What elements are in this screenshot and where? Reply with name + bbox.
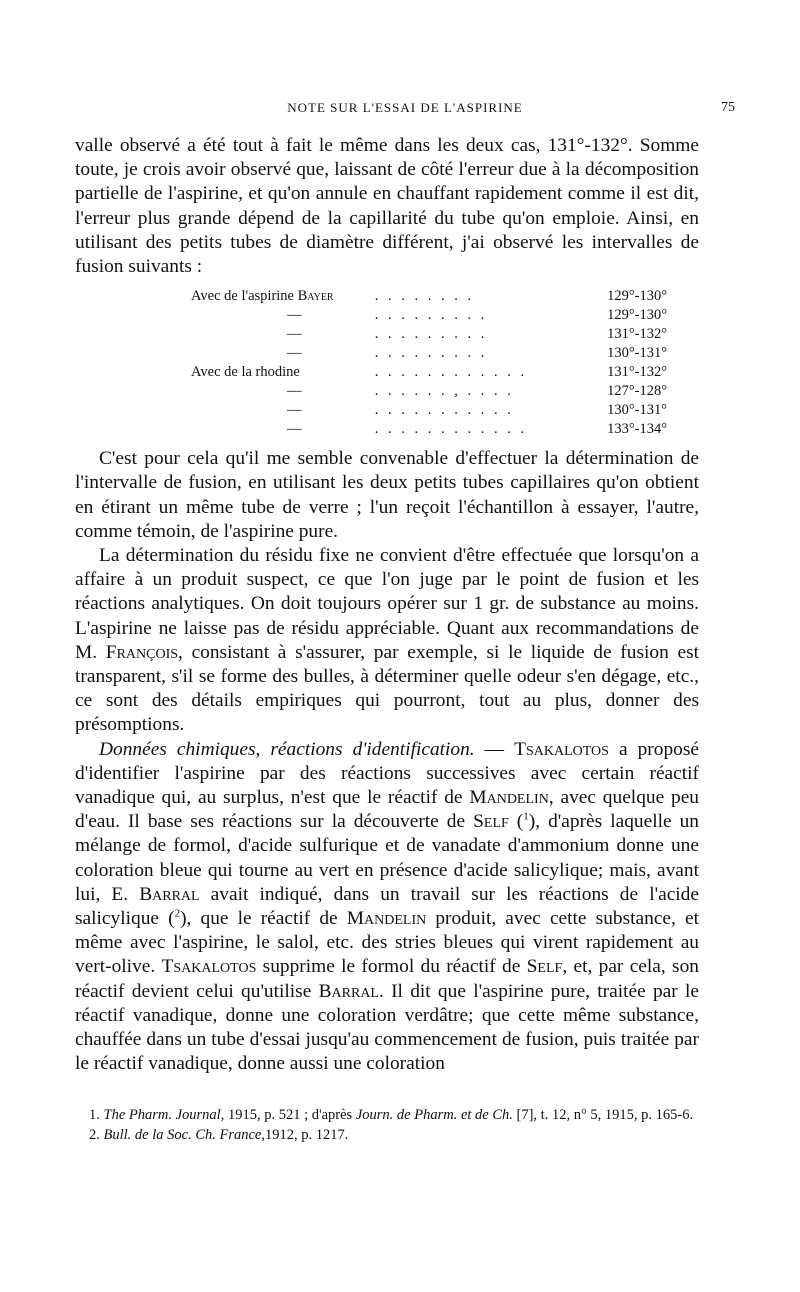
journal-title: The Pharm. Journal — [103, 1107, 221, 1123]
text-run: , avec quelque peu d'eau. Il base ses réactions sur la découverte de — [75, 787, 699, 833]
author-name: Mandelin — [469, 787, 549, 809]
author-name: François — [105, 641, 179, 663]
footnote-ref: 2 — [174, 907, 181, 920]
leader-dots: . . . . . . . . — [374, 288, 475, 305]
section-heading: Données chimiques, réactions d'identification. — [99, 738, 475, 760]
leader-dots: . . . . . . . . . — [374, 345, 488, 362]
page-number: 75 — [721, 100, 735, 115]
paragraph-chemical-data — [75, 738, 699, 1077]
paragraph-capillary-method — [75, 447, 699, 544]
melting-interval-value: 129°-130° — [607, 307, 667, 324]
footnotes — [75, 1105, 699, 1145]
text-run: La détermination du résidu fixe ne convient d'être effectuée que lorsqu'on a affaire à un produit suspect, ce que l'on juge par le point de fusion et les réactions analytiques. On doit toujours opérer sur 1 gr. de substance au moins. L'aspirine ne laisse pas de résidu appréciable. Quant aux recommandations de M. — [75, 545, 699, 663]
text-run: supprime le formol du réactif de — [256, 956, 527, 978]
melting-interval-value: 133°-134° — [607, 421, 667, 438]
brand-name: Bayer — [297, 288, 334, 305]
leader-dots: . . . . . . . . . — [374, 326, 488, 343]
text-run: . Il dit que l'aspirine pure, traitée par le réactif vanadique, donne une coloration verdâtre; que cette même substance, chauffée dans un tube d'essai jusqu'au commencement de fusion, puis traitée par le réactif vanadique, donne aussi une coloration — [75, 980, 699, 1075]
paragraph-fixed-residue — [75, 544, 699, 738]
text-run: produit, avec cette substance, et même avec l'aspirine, le salol, etc. des stries bleues qui virent rapidement au vert-olive. — [75, 908, 699, 978]
label-text: — — [287, 402, 302, 419]
melting-interval-value: 131°-132° — [607, 364, 667, 381]
leader-dots: . . . . . . , . . . . — [374, 383, 514, 400]
melting-interval-value: 130°-131° — [607, 345, 667, 362]
row-label — [191, 344, 375, 363]
melting-interval-value: 129°-130° — [607, 288, 667, 305]
row-label — [191, 325, 375, 344]
text-run: a proposé d'identifier l'aspirine par des réactions successives avec certain réactif vanadique qui, au surplus, n'est que le réactif de — [75, 738, 699, 809]
table-row — [191, 287, 667, 306]
row-label — [191, 287, 375, 306]
paragraph-text: valle observé a été tout à fait le même dans les deux cas, 131°-132°. Somme toute, je crois avoir observé que, laissant de côté l'erreur due à la décomposition partielle de l'aspirine, et qu'on annule en chauffant rapidement comme il est dit, l'erreur plus grande dépend de la capillarité du tube qu'on emploie. Ainsi, en utilisant des petits tubes de diamètre différent, j'ai observé les intervalles de fusion suivants : — [75, 135, 699, 278]
table-row — [191, 344, 667, 363]
text-run: ( — [508, 811, 524, 833]
row-label — [191, 306, 375, 325]
author-name: Barral — [139, 883, 200, 905]
author-name: Mandelin — [346, 908, 427, 930]
table-row — [191, 420, 667, 439]
melting-interval-table — [191, 287, 667, 439]
label-text: — — [287, 421, 302, 438]
footnote-ref: 1 — [523, 810, 529, 823]
author-name: Barral — [318, 980, 379, 1002]
text-run: , et, par cela, son réactif devient celui qu'utilise — [75, 956, 699, 1002]
text-run: ,1912, p. 1217. — [261, 1127, 349, 1143]
journal-title: Journ. de Pharm. et de Ch. — [355, 1107, 513, 1123]
footnote-number: 2. — [89, 1127, 100, 1143]
label-text: — — [287, 345, 302, 362]
text-run: , consistant à s'assurer, par exemple, si le liquide de fusion est transparent, s'il se forme des bulles, à déterminer quelle odeur s'en dégage, etc., ce sont des détails empiriques qui pourront, tout au plus, donner des présomptions. — [75, 641, 699, 736]
text-run: avait indiqué, dans un travail sur les réactions de l'acide salicylique ( — [75, 883, 699, 930]
row-label — [191, 420, 375, 439]
row-label — [191, 363, 375, 382]
melting-interval-value: 127°-128° — [607, 383, 667, 400]
table-row — [191, 325, 667, 344]
paragraph-text: C'est pour cela qu'il me semble convenable d'effectuer la détermination de l'intervalle de fusion, en utilisant les deux petits tubes capillaires qu'on obtient en étirant un même tube de verre ; l'un reçoit l'échantillon à essayer, l'autre, comme témoin, de l'aspirine pure. — [75, 448, 699, 542]
running-head — [75, 100, 735, 124]
label-text: — — [287, 383, 302, 400]
text-run: [7], t. 12, n° 5, 1915, p. 165-6. — [512, 1107, 694, 1123]
text-run: — — [474, 738, 515, 760]
row-label — [191, 382, 375, 401]
footnote-1 — [75, 1105, 699, 1125]
table-row — [191, 382, 667, 401]
leader-dots: . . . . . . . . . . . . — [374, 364, 528, 381]
journal-title: Bull. de la Soc. Ch. France — [103, 1127, 262, 1143]
label-text: — — [287, 307, 302, 324]
table-row — [191, 363, 667, 382]
text-run: ), d'après laquelle un mélange de formol, d'acide sulfurique et de vanadate d'ammonium donne une coloration bleue qui tourne au vert en présence d'acide salicylique; mais, avant lui, E. — [75, 811, 699, 905]
running-title: NOTE SUR L'ESSAI DE L'ASPIRINE — [287, 100, 523, 115]
table-row — [191, 306, 667, 325]
row-label — [191, 401, 375, 420]
leader-dots: . . . . . . . . . — [374, 307, 488, 324]
footnote-2 — [75, 1125, 699, 1145]
text-run: ), que le réactif de — [180, 908, 347, 930]
leader-dots: . . . . . . . . . . . . — [374, 421, 528, 438]
label-text: Avec de la rhodine — [191, 364, 300, 381]
label-text: Avec de l'aspirine — [191, 288, 298, 305]
author-name: Self — [473, 811, 509, 833]
text-run: , 1915, p. 521 ; d'après — [220, 1107, 356, 1123]
footnote-number: 1. — [89, 1107, 100, 1123]
author-name: Tsakalotos — [514, 738, 609, 760]
author-name: Tsakalotos — [161, 956, 257, 978]
label-text: — — [287, 326, 302, 343]
leader-dots: . . . . . . . . . . . — [374, 402, 514, 419]
body-text — [75, 134, 699, 1077]
table-row — [191, 401, 667, 420]
paragraph-melting-interval — [75, 134, 699, 279]
melting-interval-value: 130°-131° — [607, 402, 667, 419]
author-name: Self — [526, 956, 563, 978]
melting-interval-value: 131°-132° — [607, 326, 667, 343]
